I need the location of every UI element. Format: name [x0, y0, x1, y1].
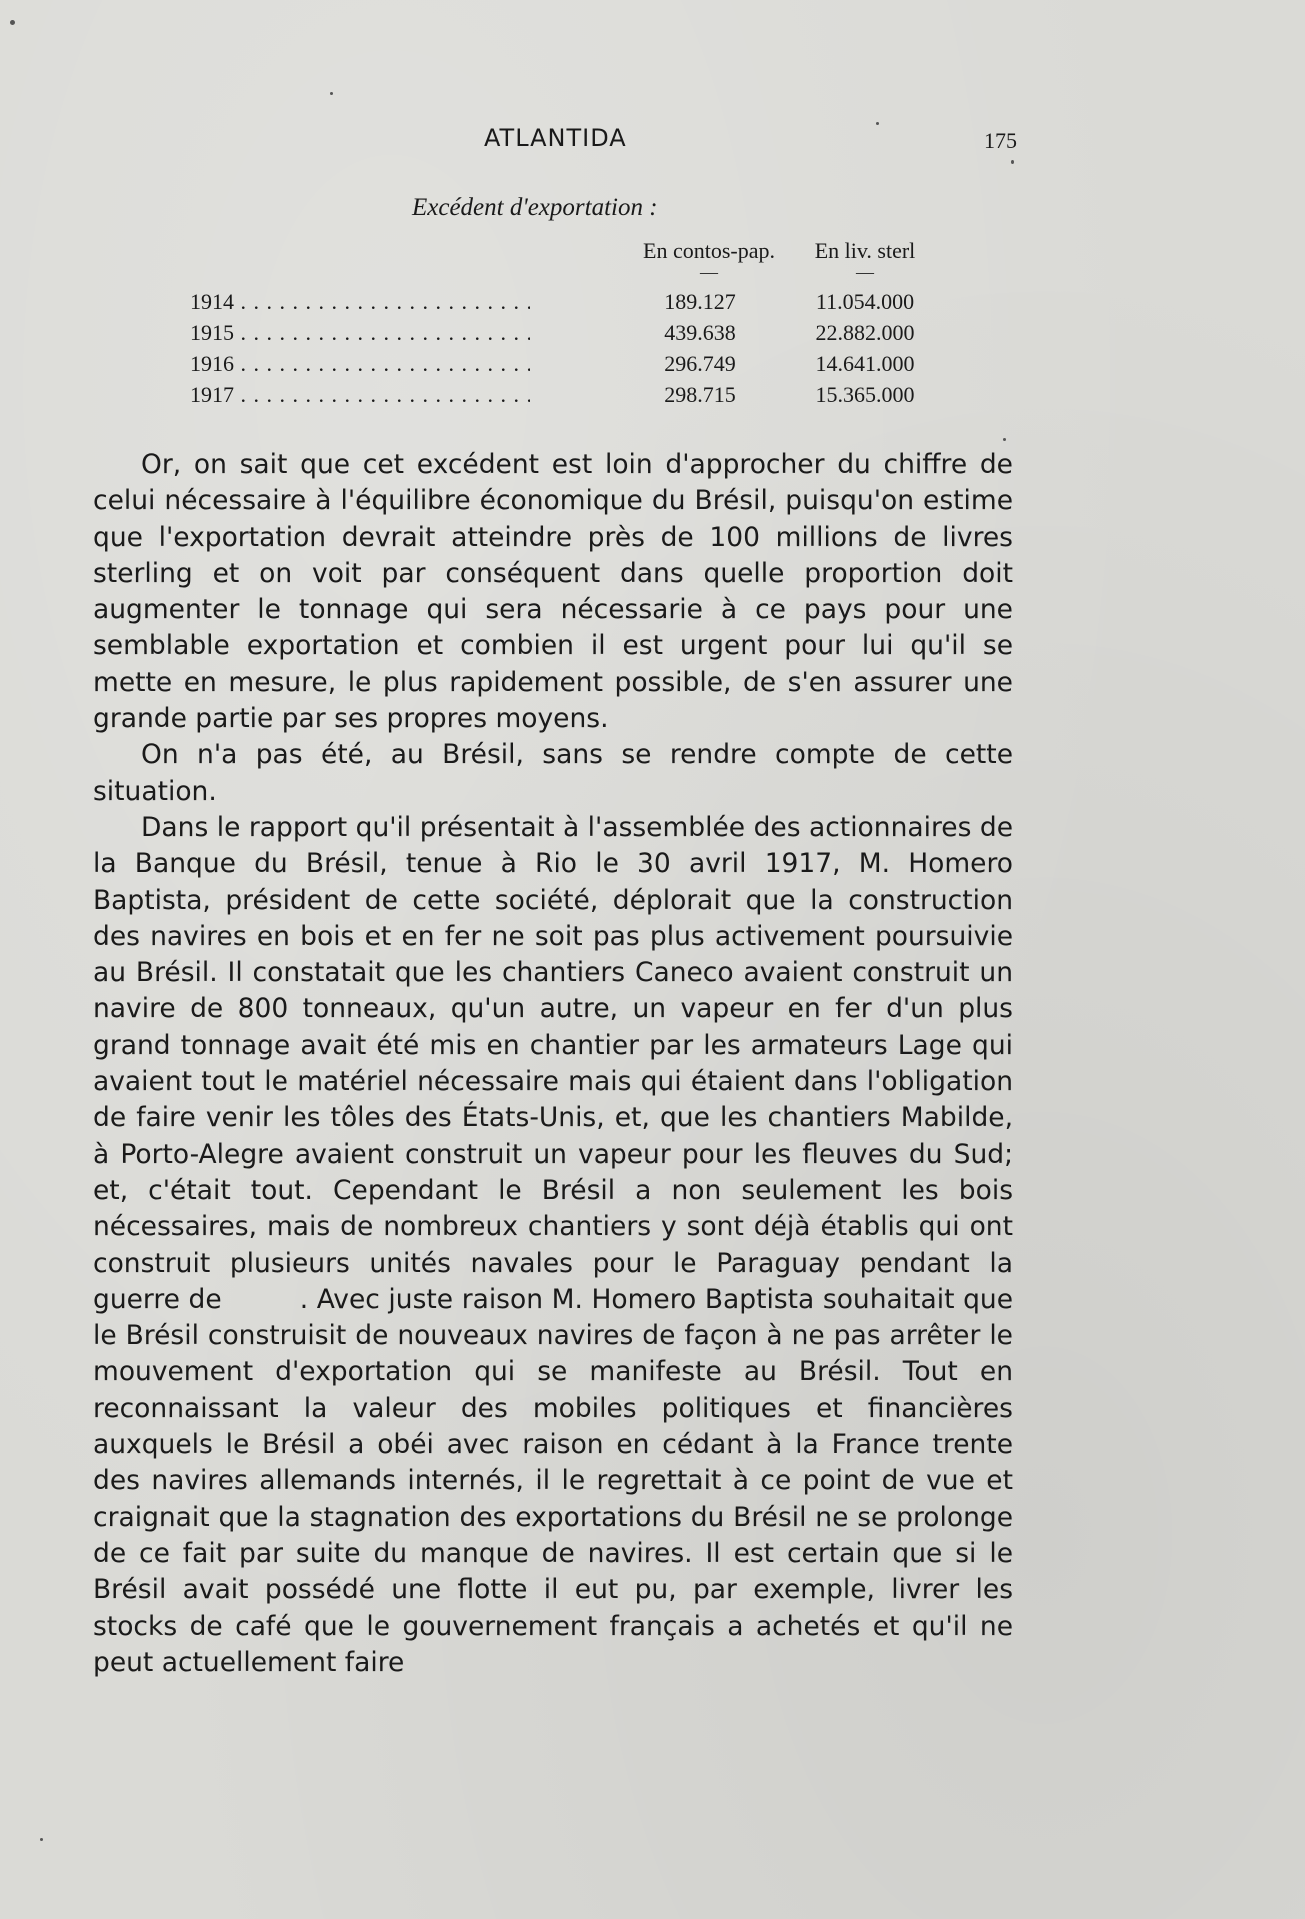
paragraph-part: Dans le rapport qu'il présentait à l'assemblée des actionnaires de la Banque du Brésil, tenue à Rio le 30 avril 1917, M. Homero Baptista, président de cette société, déplorait que la construction des navires en bois et en fer ne soit pas plus activement poursuivie au Brésil. Il constatait que les chantiers Caneco avaient construit un navire de 800 tonneaux, qu'un autre, un vapeur en fer d'un plus grand tonnage avait été mis en chantier par les armateurs Lage qui avaient tout le matériel nécessaire mais qui étaient dans l'obligation de faire venir les tôles des États-Unis, et, que les chantiers Mabilde, à Porto-Alegre avaient construit un vapeur pour les fleuves du Sud; et, c'était tout. Cependant le Brésil a non seulement les bois nécessaires, mais de nombreux chantiers y sont déjà établis qui ont construit plusieurs unités navales pour le Paraguay pendant la guerre de [93, 811, 1013, 1315]
table-row [190, 348, 950, 379]
paragraph: On n'a pas été, au Brésil, sans se rendre compte de cette situation. [93, 739, 1013, 807]
export-surplus-table [190, 238, 950, 410]
row-sterling: 22.882.000 [815, 320, 915, 345]
paragraph: Or, on sait que cet excédent est loin d'approcher du chiffre de celui nécessaire à l'équilibre économique du Brésil, puisqu'on estime que l'exportation devrait atteindre près de 100 millions de livres sterling et on voit par conséquent dans quelle proportion doit augmenter le tonnage qui sera nécessarie à ce pays pour une semblable exportation et combien il est urgent pour lui qu'il se mette en mesure, le plus rapidement possible, de s'en assurer une grande partie par ses propres moyens. [93, 449, 1013, 735]
print-speck [330, 92, 333, 95]
page-number: 175 [984, 128, 1017, 153]
running-title: ATLANTIDA [484, 124, 627, 152]
row-sterling: 15.365.000 [815, 382, 915, 407]
print-speck [40, 1838, 43, 1841]
table-heading: Excédent d'exportation : [412, 194, 658, 221]
print-speck [876, 122, 879, 125]
row-year: 1916 . . . [190, 348, 530, 379]
paragraph [93, 810, 1013, 1681]
print-speck [1011, 160, 1014, 164]
print-speck [10, 20, 15, 25]
row-contos: 298.715 [664, 382, 736, 407]
row-year: 1915 . . . [190, 317, 530, 348]
paragraph-part: . Avec juste raison M. Homero Baptista souhaitait que le Brésil construisit de nouveaux navires de façon à ne pas arrêter le mouvement d'exportation qui se manifeste au Brésil. Tout en reconnaissant la valeur des mobiles politiques et financières auxquels le Brésil a obéi avec raison en cédant à la France trente des navires allemands internés, il le regrettait à ce point de vue et craignait que la stagnation des exportations du Brésil ne se prolonge de ce fait par suite du manque de navires. Il est certain que si le Brésil avait possédé une flotte il eut pu, par exemple, livrer les stocks de café que le gouvernement français a achetés et qu'il ne peut actuellement faire [93, 1283, 1013, 1678]
row-sterling: 11.054.000 [815, 289, 915, 314]
column-header-contos: En contos-pap. — [614, 238, 804, 280]
table-row [190, 286, 950, 317]
row-contos: 439.638 [664, 320, 736, 345]
row-contos: 189.127 [664, 289, 736, 314]
column-dash: — [700, 262, 718, 282]
table-row [190, 317, 950, 348]
table-column-headers [190, 238, 950, 286]
print-speck [1003, 438, 1006, 441]
row-contos: 296.749 [664, 351, 736, 376]
body-text [93, 447, 1013, 1681]
table-row [190, 379, 950, 410]
column-dash: — [856, 262, 874, 282]
row-year: 1914 . . . [190, 286, 530, 317]
row-sterling: 14.641.000 [815, 351, 915, 376]
column-header-sterling: En liv. sterl — [790, 238, 940, 280]
row-year: 1917 . . . [190, 379, 530, 410]
page-header [92, 124, 1017, 160]
